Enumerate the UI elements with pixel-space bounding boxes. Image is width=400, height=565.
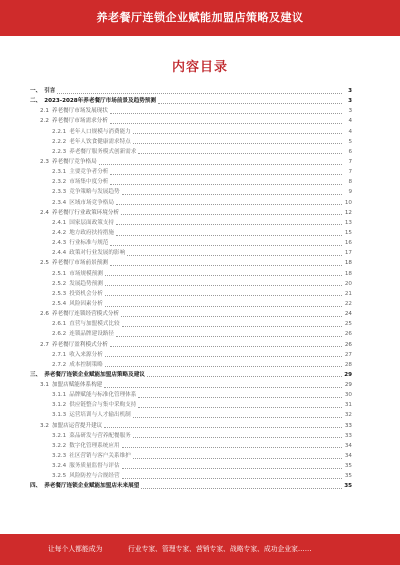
- toc-dot-leader: [138, 153, 342, 154]
- toc-entry-label: 老年人饮食健康需求特点: [69, 138, 131, 145]
- toc-dot-leader: [116, 224, 342, 225]
- toc-dot-leader: [105, 366, 342, 367]
- toc-entry-label: 数字化管理系统应用: [69, 442, 120, 449]
- toc-entry-page: 28: [344, 361, 352, 368]
- toc-entry[interactable]: [30, 390, 352, 400]
- toc-dot-leader: [127, 255, 342, 256]
- toc-entry[interactable]: [30, 350, 352, 360]
- toc-entry[interactable]: [30, 380, 352, 390]
- toc-entry[interactable]: [30, 86, 352, 96]
- toc-entry-number: 2.3.2: [52, 179, 67, 186]
- toc-entry-label: 运营培训与人才输出机制: [69, 412, 131, 419]
- toc-dot-leader: [122, 468, 342, 469]
- toc-entry-label: 主要竞争者分析: [69, 169, 109, 176]
- toc-entry-number: 3.2.5: [52, 473, 67, 480]
- toc-dot-leader: [110, 113, 342, 114]
- toc-entry-page: 31: [344, 402, 352, 409]
- toc-entry-number: 2.3.1: [52, 169, 67, 176]
- toc-entry-page: 30: [344, 392, 352, 399]
- toc-entry-label: 发展趋势预测: [69, 280, 103, 287]
- toc-entry[interactable]: [30, 127, 352, 137]
- toc-entry-number: 2.4.1: [52, 219, 67, 226]
- toc-entry-number: 三、: [30, 371, 42, 378]
- footer-slogan-right: 行业专家、管理专家、营销专家、战略专家、成功企业家……: [128, 545, 312, 553]
- toc-entry-label: 投资机会分析: [69, 290, 103, 297]
- toc-entry-page: 27: [344, 351, 352, 358]
- toc-entry-label: 加盟店运营提升建议: [51, 422, 103, 429]
- toc-dot-leader: [121, 316, 342, 317]
- toc-entry-number: 2.7.1: [52, 351, 67, 358]
- toc-entry-label: 风险因素分析: [69, 300, 103, 307]
- toc-entry-number: 3.1.3: [52, 412, 67, 419]
- toc-dot-leader: [133, 133, 342, 134]
- toc-entry-label: 养老餐厅盈利模式分析: [51, 341, 108, 348]
- toc-entry-label: 竞争策略与发展趋势: [69, 189, 120, 196]
- toc-entry[interactable]: [30, 360, 352, 370]
- toc-entry[interactable]: [30, 228, 352, 238]
- toc-entry-page: 29: [344, 371, 352, 378]
- toc-entry-number: 2.7.2: [52, 361, 67, 368]
- toc-entry[interactable]: [30, 167, 352, 177]
- toc-entry-number: 2.4.3: [52, 240, 67, 247]
- toc-entry-label: 品牌赋能与标准化管理体系: [69, 392, 137, 399]
- toc-entry-label: 养老餐厅连锁企业赋能加盟店未来展望: [44, 483, 140, 490]
- toc-dot-leader: [110, 245, 342, 246]
- toc-entry[interactable]: [30, 421, 352, 431]
- footer-banner: [0, 534, 400, 565]
- toc-entry-label: 服务质量监督与评估: [69, 463, 120, 470]
- toc-entry[interactable]: [30, 258, 352, 268]
- toc-entry-page: 10: [344, 199, 352, 206]
- toc-entry-number: 3.2.1: [52, 432, 67, 439]
- toc-entry[interactable]: [30, 269, 352, 279]
- toc-entry-label: 市场规模预测: [69, 270, 103, 277]
- toc-entry-page: 7: [348, 169, 352, 176]
- toc-dot-leader: [104, 427, 342, 428]
- toc-entry[interactable]: [30, 279, 352, 289]
- toc-dot-leader: [105, 275, 342, 276]
- toc-entry-number: 2.7: [40, 341, 49, 348]
- toc-entry[interactable]: [30, 157, 352, 167]
- toc-entry[interactable]: [30, 208, 352, 218]
- toc-dot-leader: [122, 478, 342, 479]
- toc-entry-label: 菜品研发与营养配餐服务: [69, 432, 131, 439]
- toc-entry-number: 2.5.3: [52, 290, 67, 297]
- toc-entry-page: 7: [348, 158, 352, 165]
- toc-entry-label: 成本控制策略: [69, 361, 103, 368]
- toc-dot-leader: [116, 336, 342, 337]
- toc-entry-page: 4: [348, 118, 352, 125]
- toc-entry-page: 9: [348, 189, 352, 196]
- toc-entry-label: 地方政府扶持措施: [69, 229, 114, 236]
- toc-entry-page: 20: [344, 280, 352, 287]
- toc-entry-label: 政策对行业发展的影响: [69, 250, 126, 257]
- toc-dot-leader: [133, 437, 342, 438]
- toc-entry-page: 21: [344, 290, 352, 297]
- toc-entry-label: 供应链整合与集中采购支持: [69, 402, 137, 409]
- toc-dot-leader: [110, 346, 342, 347]
- toc-entry-number: 3.2: [40, 422, 49, 429]
- toc-entry-page: 26: [344, 331, 352, 338]
- toc-dot-leader: [104, 387, 342, 388]
- toc-entry[interactable]: [30, 481, 352, 491]
- toc-entry-number: 2.2.2: [52, 138, 67, 145]
- toc-entry-label: 区域市场竞争格局: [69, 199, 114, 206]
- toc-entry[interactable]: [30, 137, 352, 147]
- toc-entry-page: 32: [344, 412, 352, 419]
- toc-entry-label: 养老餐厅市场前景预测: [51, 260, 108, 267]
- toc-entry-number: 2.1: [40, 108, 49, 115]
- toc-entry-label: 连锁品牌建设路径: [69, 331, 114, 338]
- toc-entry-number: 一、: [30, 87, 42, 94]
- toc-entry[interactable]: [30, 411, 352, 421]
- toc-entry[interactable]: [30, 340, 352, 350]
- toc-entry-page: 34: [344, 442, 352, 449]
- toc-entry[interactable]: [30, 106, 352, 116]
- toc-dot-leader: [121, 214, 342, 215]
- toc-entry[interactable]: [30, 370, 352, 380]
- toc-entry-number: 四、: [30, 483, 42, 490]
- toc-entry-number: 2.4: [40, 209, 49, 216]
- toc-entry-page: 33: [344, 432, 352, 439]
- toc-entry-page: 17: [344, 250, 352, 257]
- toc-entry[interactable]: [30, 248, 352, 258]
- toc-entry-number: 二、: [30, 98, 42, 105]
- toc-dot-leader: [110, 184, 342, 185]
- toc-entry-page: 4: [348, 128, 352, 135]
- toc-entry[interactable]: [30, 319, 352, 329]
- toc-entry-label: 养老餐厅连锁企业赋能加盟店策略及建议: [44, 371, 145, 378]
- toc-dot-leader: [133, 458, 342, 459]
- toc-entry-label: 2023-2028年养老餐厅市场前景及趋势预测: [44, 98, 156, 105]
- toc-entry-page: 22: [344, 300, 352, 307]
- toc-entry-number: 3.1: [40, 382, 49, 389]
- toc-entry-page: 16: [344, 240, 352, 247]
- toc-dot-leader: [110, 174, 342, 175]
- toc-entry[interactable]: [30, 471, 352, 481]
- toc-entry-page: 18: [344, 260, 352, 267]
- toc-entry[interactable]: [30, 238, 352, 248]
- toc-dot-leader: [122, 447, 342, 448]
- toc-entry[interactable]: [30, 329, 352, 339]
- toc-entry-page: 25: [344, 321, 352, 328]
- toc-entry[interactable]: [30, 187, 352, 197]
- toc-entry-label: 直营与加盟模式比较: [69, 321, 120, 328]
- toc-entry-label: 行业标准与规范: [69, 240, 109, 247]
- toc-entry-label: 养老餐厅市场发展现状: [51, 108, 108, 115]
- toc-entry-page: 12: [344, 209, 352, 216]
- toc-entry[interactable]: [30, 451, 352, 461]
- toc-entry-page: 33: [344, 422, 352, 429]
- toc-entry-number: 2.4.2: [52, 229, 67, 236]
- toc-entry-page: 3: [348, 108, 352, 115]
- toc-entry-label: 养老餐厅行业政策环境分析: [51, 209, 120, 216]
- toc-entry-page: 29: [344, 382, 352, 389]
- toc-entry-page: 24: [344, 311, 352, 318]
- toc-entry[interactable]: [30, 96, 352, 106]
- toc-entry[interactable]: [30, 116, 352, 126]
- toc-entry[interactable]: [30, 218, 352, 228]
- toc-entry-number: 2.6.2: [52, 331, 67, 338]
- toc-entry-page: 34: [344, 453, 352, 460]
- toc-dot-leader: [110, 265, 342, 266]
- toc-dot-leader: [122, 194, 342, 195]
- toc-entry-label: 市场集中度分析: [69, 179, 109, 186]
- toc-entry[interactable]: [30, 177, 352, 187]
- toc-entry[interactable]: [30, 299, 352, 309]
- toc-entry-page: 26: [344, 341, 352, 348]
- toc-entry-label: 收入来源分析: [69, 351, 103, 358]
- toc-entry-number: 2.2.1: [52, 128, 67, 135]
- toc-entry-number: 2.5.4: [52, 300, 67, 307]
- table-of-contents: [30, 86, 352, 492]
- toc-entry[interactable]: [30, 309, 352, 319]
- toc-entry-label: 养老餐厅连锁经营模式分析: [51, 311, 120, 318]
- toc-heading: 内容目录: [171, 60, 228, 75]
- toc-entry-page: 3: [348, 98, 352, 105]
- toc-entry-number: 3.1.2: [52, 402, 67, 409]
- toc-entry-label: 风险防控与合规经营: [69, 473, 120, 480]
- toc-dot-leader: [133, 143, 342, 144]
- toc-dot-leader: [105, 306, 342, 307]
- toc-entry-number: 2.5: [40, 260, 49, 267]
- document-title: 养老餐厅连锁企业赋能加盟店策略及建议: [96, 11, 304, 24]
- toc-entry-number: 2.4.4: [52, 250, 67, 257]
- toc-dot-leader: [116, 204, 342, 205]
- toc-dot-leader: [147, 376, 342, 377]
- toc-entry[interactable]: [30, 431, 352, 441]
- toc-dot-leader: [138, 407, 342, 408]
- document-header-banner: [0, 0, 400, 36]
- toc-entry-number: 2.2: [40, 118, 49, 125]
- toc-dot-leader: [133, 417, 342, 418]
- toc-dot-leader: [105, 285, 342, 286]
- toc-entry-label: 养老餐厅服务模式创新需求: [69, 148, 137, 155]
- toc-entry-page: 35: [344, 483, 352, 490]
- toc-entry-page: 13: [344, 219, 352, 226]
- toc-entry[interactable]: [30, 441, 352, 451]
- toc-dot-leader: [105, 356, 342, 357]
- toc-entry-number: 2.5.2: [52, 280, 67, 287]
- toc-entry-page: 15: [344, 229, 352, 236]
- toc-entry-number: 2.3.4: [52, 199, 67, 206]
- toc-entry-page: 18: [344, 270, 352, 277]
- toc-dot-leader: [138, 397, 342, 398]
- toc-entry-page: 3: [348, 87, 352, 94]
- toc-entry-page: 35: [344, 463, 352, 470]
- toc-dot-leader: [99, 164, 342, 165]
- toc-entry-number: 3.2.2: [52, 442, 67, 449]
- footer-slogan-left: 让每个人都能成为: [48, 545, 103, 553]
- toc-entry-page: 35: [344, 473, 352, 480]
- toc-entry-number: 2.3: [40, 158, 49, 165]
- toc-dot-leader: [116, 235, 342, 236]
- toc-entry-label: 国家层面政策支持: [69, 219, 114, 226]
- toc-entry-page: 5: [348, 138, 352, 145]
- toc-dot-leader: [122, 326, 342, 327]
- toc-entry[interactable]: [30, 147, 352, 157]
- toc-entry-label: 引言: [44, 87, 56, 94]
- toc-entry-label: 养老餐厅竞争格局: [51, 158, 97, 165]
- toc-entry-label: 养老餐厅市场需求分析: [51, 118, 108, 125]
- toc-entry-number: 2.2.3: [52, 148, 67, 155]
- toc-dot-leader: [141, 488, 342, 489]
- toc-entry-number: 2.5.1: [52, 270, 67, 277]
- toc-entry-number: 3.2.4: [52, 463, 67, 470]
- toc-entry-label: 老年人口规模与消费能力: [69, 128, 131, 135]
- toc-entry-number: 2.3.3: [52, 189, 67, 196]
- toc-dot-leader: [105, 295, 342, 296]
- toc-entry-number: 3.2.3: [52, 453, 67, 460]
- toc-entry[interactable]: [30, 461, 352, 471]
- toc-entry-number: 2.6.1: [52, 321, 67, 328]
- toc-entry-number: 2.6: [40, 311, 49, 318]
- toc-entry[interactable]: [30, 289, 352, 299]
- toc-entry-number: 3.1.1: [52, 392, 67, 399]
- toc-entry[interactable]: [30, 400, 352, 410]
- toc-dot-leader: [158, 103, 342, 104]
- toc-entry[interactable]: [30, 198, 352, 208]
- toc-entry-label: 社区营销与客户关系维护: [69, 453, 131, 460]
- toc-dot-leader: [110, 123, 342, 124]
- toc-entry-page: 6: [348, 148, 352, 155]
- toc-dot-leader: [57, 93, 342, 94]
- toc-entry-label: 加盟店赋能体系构建: [51, 382, 103, 389]
- toc-entry-page: 8: [348, 179, 352, 186]
